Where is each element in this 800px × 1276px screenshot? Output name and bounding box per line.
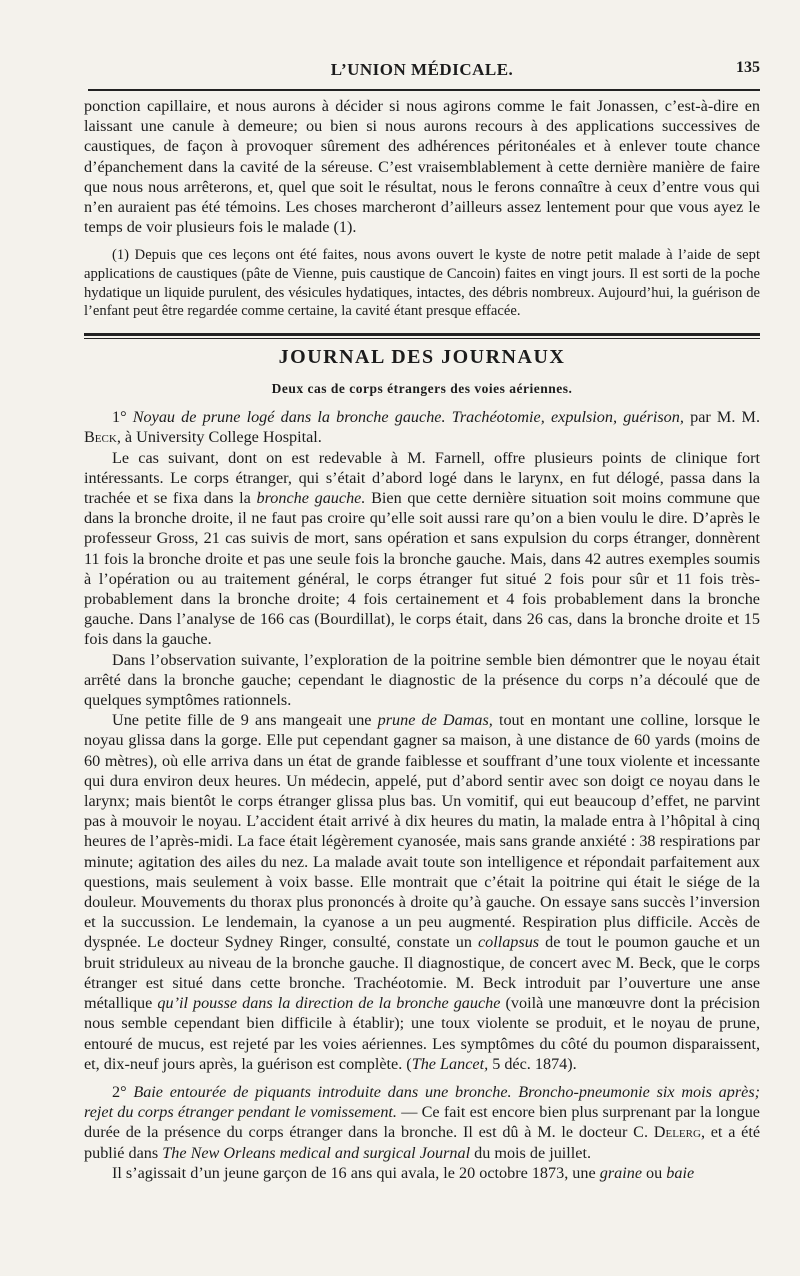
- case2-heading: 2° Baie entourée de piquants introduite dans une bronche. Broncho-pneumonie six mois après; rejet du corps étranger pendant le vomissement. — Ce fait est encore bien plus surprenant par la longue durée de la présence du corps étranger dans la bronche. Il est dû à M. le docteur C. Delerg, et a été publié dans The New Orleans medical and surgical Journal du mois de juillet.: [84, 1082, 761, 1162]
- case1-number: 1°: [112, 408, 127, 427]
- case2-title: Baie entourée de piquants introduite dans une bronche. Broncho-pneumonie six mois après; rejet du corps étranger pendant le vomissement.: [84, 1082, 761, 1122]
- journal-title: L’UNION MÉDICALE.: [330, 60, 514, 79]
- section-title: JOURNAL DES JOURNAUX: [278, 345, 566, 368]
- article-body: [84, 96, 760, 1183]
- continued-paragraph: ponction capillaire, et nous aurons à décider si nous agirons comme le fait Jonassen, c’est-à-dire en laissant une canule à demeure; ou bien si nous aurons recours à des applications successives de caustiques, de façon à provoquer sûrement des adhérences péritonéales et à enlever toute chance d’épanchement dans la cavité de la séreuse. C’est vraisemblablement à cette dernière manière de faire que nous nous arrêterons, et, quel que soit le résultat, nous le ferons connaître à ceux d’entre vous qui n’en auraient pas été témoins. Les choses marcheront d’ailleurs assez lentement pour que vous ayez le temps de voir plusieurs fois le malade (1).: [84, 97, 760, 237]
- case1-affiliation: , à University College Hospital.: [116, 428, 322, 447]
- footnote: (1) Depuis que ces leçons ont été faites, nous avons ouvert le kyste de notre petit malade à l’aide de sept applications de caustiques (pâte de Vienne, puis caustique de Cancoin) faites en vingt jours. Il est sorti de la poche hydatique un liquide purulent, des vésicules hydatiques, intactes, des débris nombreux. Aujourd’hui, la guérison de l’enfant peut être regardée comme certaine, la cavité étant presque effacée.: [84, 247, 760, 320]
- case2-author: Delerg: [653, 1123, 701, 1142]
- paragraph-observation: Dans l’observation suivante, l’exploration de la poitrine semble bien démontrer que le noyau était arrêté dans la bronche gauche; cependant le diagnostic de la présence du corps n’a découlé que de quelques symptômes rationnels.: [84, 650, 760, 710]
- case1-by: par M. M.: [690, 408, 760, 427]
- case1-author: Beck: [84, 428, 117, 447]
- paragraph-case-report: Une petite fille de 9 ans mangeait une prune de Damas, tout en montant une colline, lorsque le noyau glissa dans la gorge. Elle put cependant gagner sa maison, à une distance de 60 yards (moins de 60 mètres), où elle arriva dans un état de grande faiblesse et souffrant d’une toux violente et incessante qui dura environ deux heures. Un médecin, appelé, put d’abord sentir avec son doigt ce noyau dans le larynx; mais bientôt le corps étranger glissa plus bas. Un vomitif, qui eut beaucoup d’effet, ne parvint pas à mouvoir le noyau. L’accident était arrivé à dix heures du matin, la malade entra à l’hôpital à cinq heures de l’après-midi. La face était légèrement cyanosée, mais sans grande anxiété : 38 respirations par minute; agitation des ailes du nez. La malade avait toute son intelligence et répondait parfaitement aux questions, mais seulement à voix basse. Elle montrait que c’était la poitrine qui était le siége de la douleur. Mouvements du thorax plus prononcés à droite qu’à gauche. On essaye sans succès l’inversion et la succussion. Le lendemain, la cyanose a un peu augmenté. Respiration plus difficile. Accès de dyspnée. Le docteur Sydney Ringer, consulté, constate un collapsus de tout le poumon gauche et un bruit striduleux au niveau de la bronche gauche. Il diagnostique, de concert avec M. Beck, que le corps étranger est situé dans cette bronche. Trachéotomie. M. Beck introduit par l’ouverture une anse métallique qu’il pousse dans la direction de la bronche gauche (voilà une manœuvre dont la précision nous semble cependant bien difficile à établir); une toux violente se produit, et le noyau de prune, entouré de mucus, est rejeté par les voies aériennes. Les symptômes du côté du poumon disparaissent, et, dix-neuf jours après, la guérison est complète. (The Lancet, 5 déc. 1874).: [84, 711, 760, 1073]
- page-number: 135: [736, 59, 760, 76]
- running-header: [84, 56, 760, 86]
- section-divider: [84, 333, 760, 339]
- subsection-title: Deux cas de corps étrangers des voies aériennes.: [271, 381, 573, 396]
- paragraph-farnell: Le cas suivant, dont on est redevable à M. Farnell, offre plusieurs points de clinique fort intéressants. Le corps étranger, qui s’était d’abord logé dans le larynx, en fut délogé, passa dans la trachée et se fixa dans la bronche gauche. Bien que cette dernière situation soit moins commune que dans la bronche droite, il ne faut pas croire qu’elle soit aussi rare qu’on a bien voulu le dire. D’après le professeur Gross, 21 cas suivis de mort, sans opération et sans expulsion du corps étranger, donnèrent 11 fois la bronche droite et pas une seule fois la bronche gauche. Mais, dans 42 autres exemples soumis à l’opération ou au traitement général, le corps étranger fut situé 2 fois pour sûr et 11 fois très-probablement dans la bronche droite; 4 fois certainement et 4 fois probablement dans la bronche gauche. Dans l’analyse de 166 cas (Bourdillat), le corps était, dans 26 cas, dans la bronche droite et 15 fois dans la gauche.: [84, 448, 760, 649]
- header-rule: [88, 89, 760, 91]
- case2-number: 2°: [112, 1082, 127, 1101]
- paragraph-case2-start: Il s’agissait d’un jeune garçon de 16 ans qui avala, le 20 octobre 1873, une graine ou baie: [112, 1163, 695, 1182]
- case2-journal: The New Orleans medical and surgical Journal: [162, 1143, 471, 1162]
- case1-title: Noyau de prune logé dans la bronche gauche. Trachéotomie, expulsion, guérison,: [132, 408, 684, 427]
- case1-heading: [84, 407, 760, 447]
